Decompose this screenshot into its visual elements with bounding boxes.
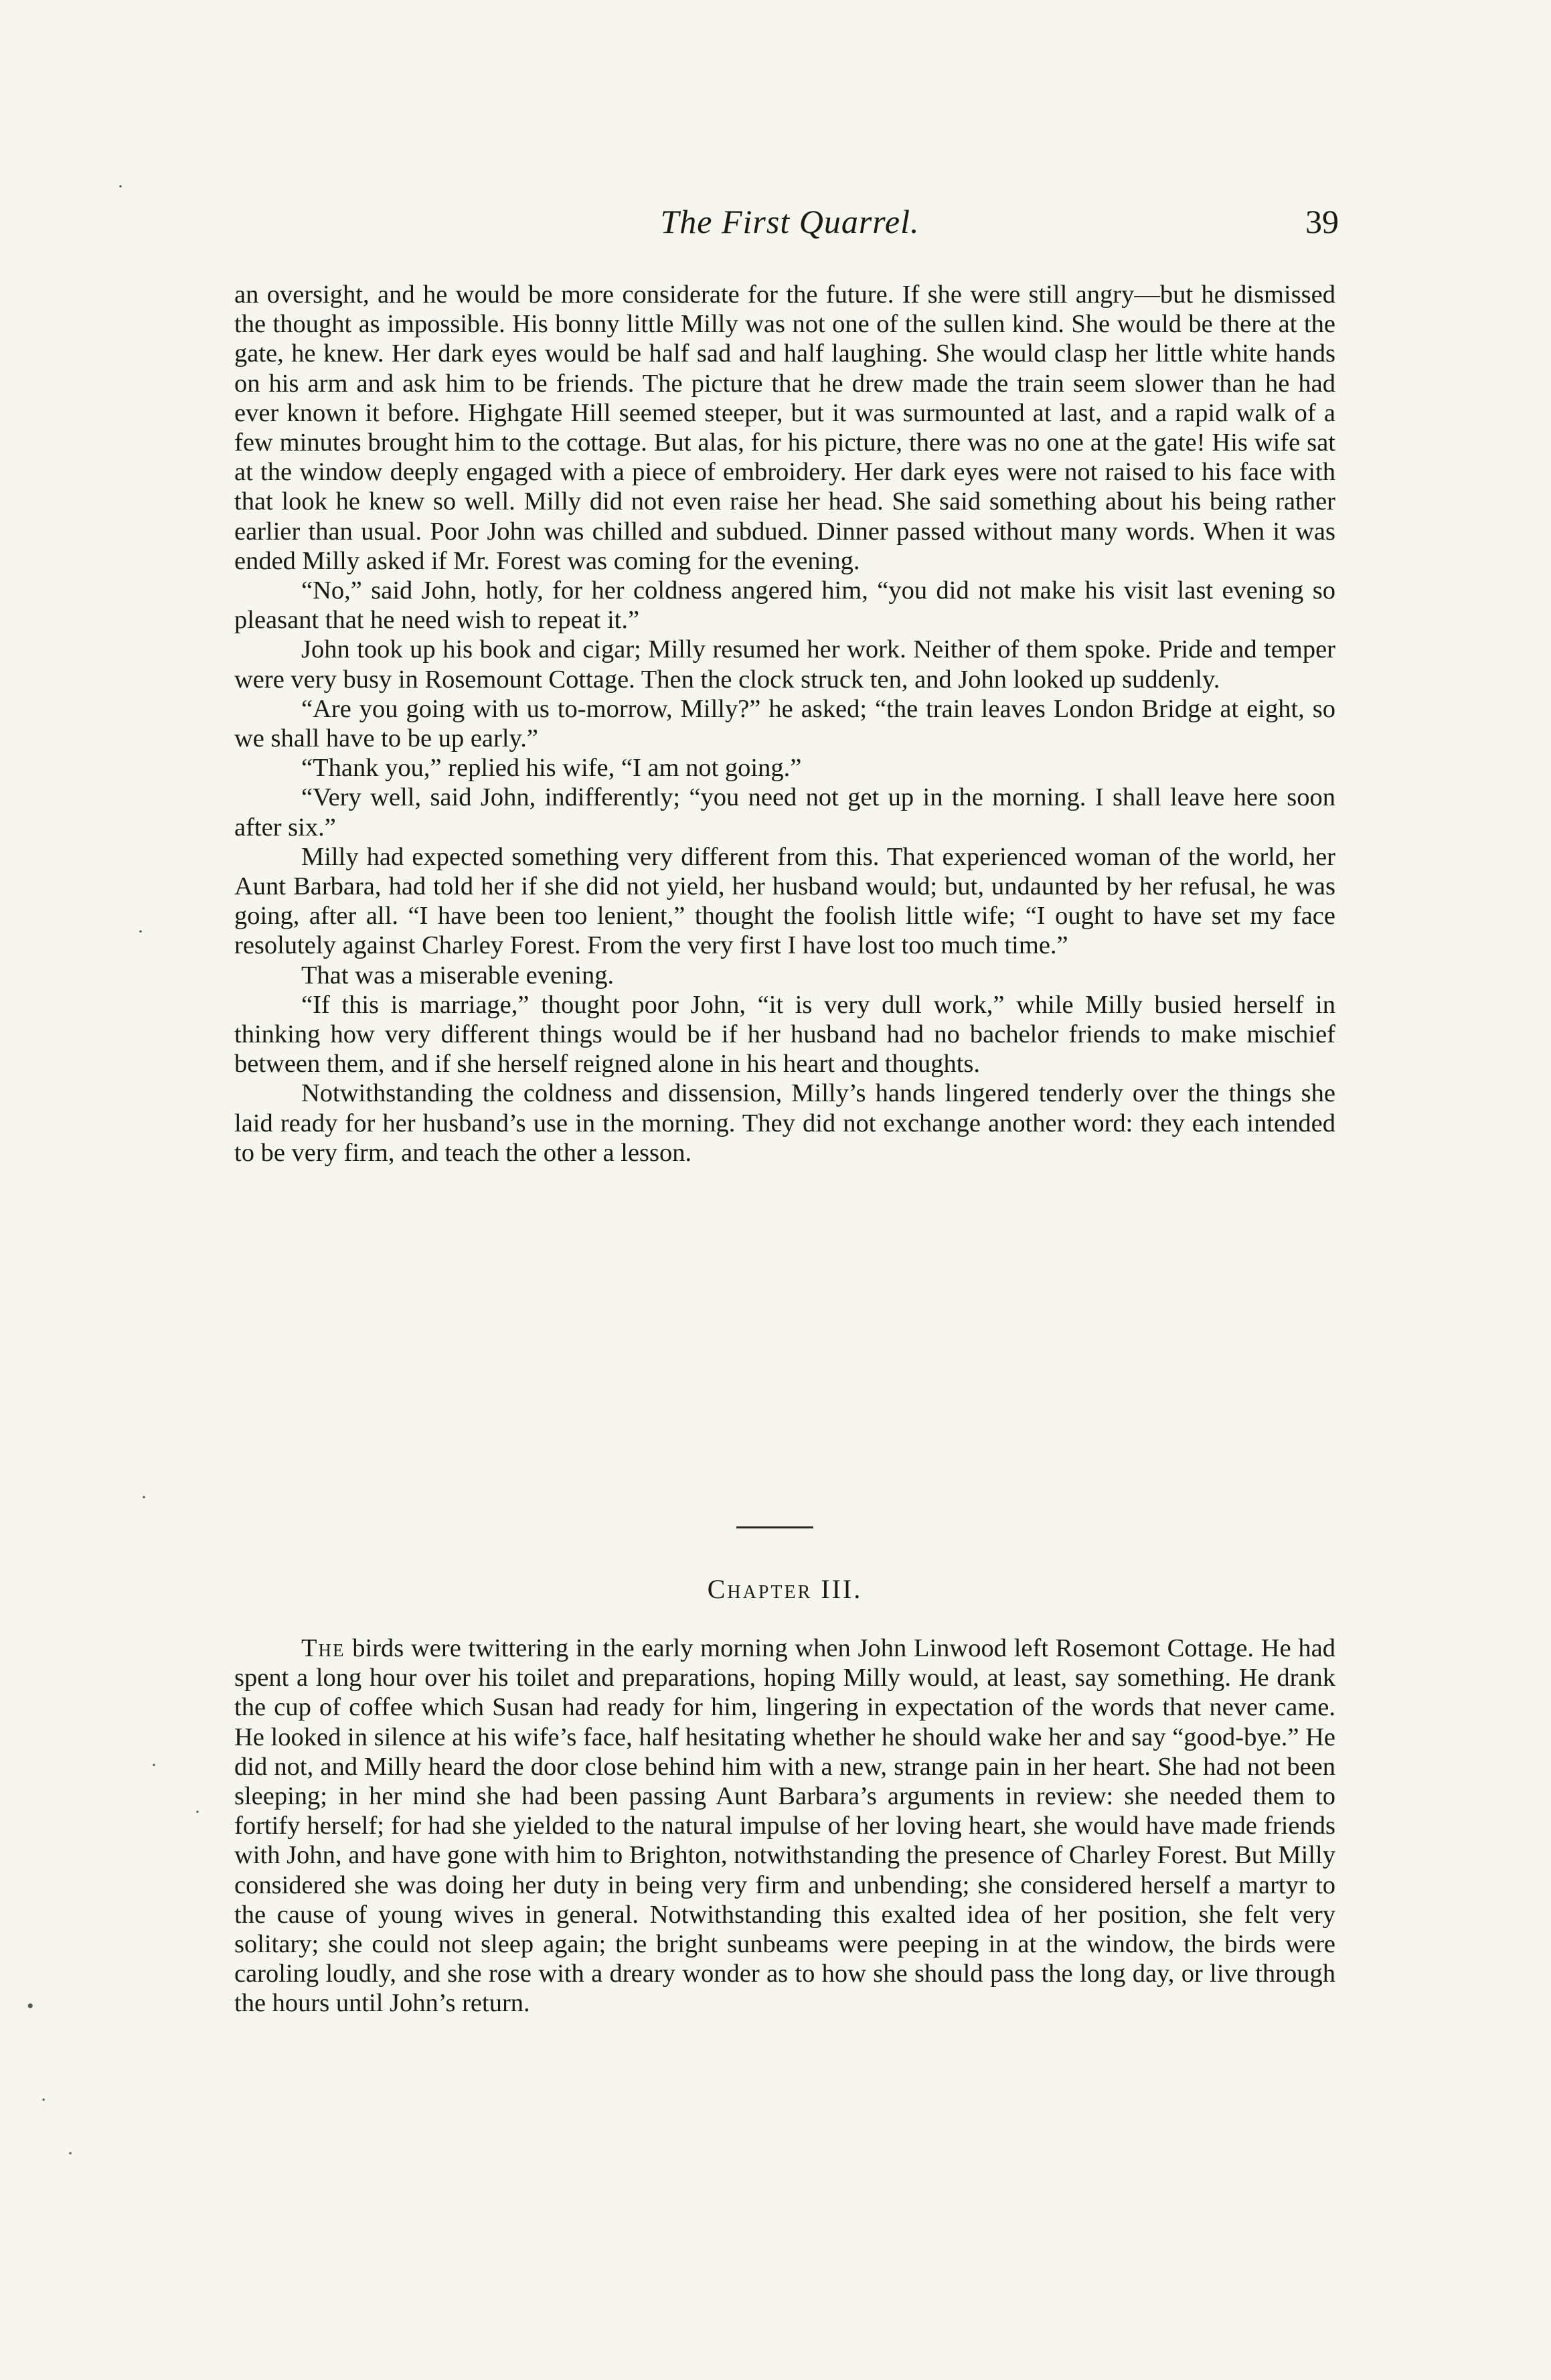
paragraph: “Very well, said John, indifferently; “you need not get up in the morning. I shall leave here soon after six.” bbox=[234, 783, 1335, 842]
paragraph: “Are you going with us to-morrow, Milly?” he asked; “the train leaves London Bridge at eight, so we shall have to be up early.” bbox=[234, 694, 1335, 753]
paragraph: “Thank you,” replied his wife, “I am not going.” bbox=[301, 754, 802, 783]
chapter-heading: Chapter III. bbox=[707, 1574, 863, 1604]
paragraph: Notwithstanding the coldness and dissension, Milly’s hands lingered tenderly over the things she laid ready for her husband’s use in the morning. They did not exchange another word: they each intended to be very firm, and teach the other a lesson. bbox=[234, 1079, 1335, 1167]
scan-speck: • bbox=[27, 1995, 34, 2017]
scan-speck: · bbox=[194, 1801, 201, 1823]
paragraph: “If this is marriage,” thought poor John, “it is very dull work,” while Milly busied herself in thinking how very different things would be if her husband had no bachelor friends to make mischief between them, and if she herself reigned alone in his heart and thoughts. bbox=[234, 990, 1335, 1079]
section-divider bbox=[736, 1526, 813, 1528]
body-text-top bbox=[234, 280, 1335, 1168]
scan-speck: · bbox=[137, 921, 144, 943]
running-title: The First Quarrel. bbox=[660, 203, 920, 240]
scan-speck: · bbox=[117, 175, 124, 197]
paragraph: That was a miserable evening. bbox=[301, 961, 615, 989]
scan-speck: · bbox=[67, 2142, 74, 2164]
lead-word: The bbox=[301, 1634, 345, 1662]
scan-speck: · bbox=[151, 1754, 157, 1776]
body-text-chapter bbox=[234, 1634, 1335, 2018]
running-head bbox=[234, 202, 1345, 249]
paragraph: John took up his book and cigar; Milly resumed her work. Neither of them spoke. Pride and temper were very busy in Rosemount Cottage. Then the clock struck ten, and John looked up suddenly. bbox=[234, 635, 1335, 694]
paragraph: “No,” said John, hotly, for her coldness angered him, “you did not make his visit last evening so pleasant that he need wish to repeat it.” bbox=[234, 576, 1335, 635]
paragraph: Milly had expected something very different from this. That experienced woman of the world, her Aunt Barbara, had told her if she did not yield, her husband would; but, undaunted by her refusal, he was going, after all. “I have been too lenient,” thought the foolish little wife; “I ought to have set my face resolutely against Charley Forest. From the very first I have lost too much time.” bbox=[234, 842, 1335, 960]
paragraph bbox=[234, 1634, 1335, 2018]
scan-speck: · bbox=[141, 1486, 147, 1508]
paragraph: an oversight, and he would be more considerate for the future. If she were still angry—but he dismissed the thought as impossible. His bonny little Milly was not one of the sullen kind. She would be there at the gate, he knew. Her dark eyes would be half sad and half laughing. She would clasp her little white hands on his arm and ask him to be friends. The picture that he drew made the train seem slower than he had ever known it before. Highgate Hill seemed steeper, but it was surmounted at last, and a rapid walk of a few minutes brought him to the cottage. But alas, for his picture, there was no one at the gate! His wife sat at the window deeply engaged with a piece of embroidery. Her dark eyes were not raised to his face with that look he knew so well. Milly did not even raise her head. She said something about his being rather earlier than usual. Poor John was chilled and subdued. Dinner passed without many words. When it was ended Milly asked if Mr. Forest was coming for the evening. bbox=[234, 281, 1335, 575]
scan-speck: · bbox=[40, 2089, 47, 2111]
page-number: 39 bbox=[1305, 203, 1339, 240]
paragraph-text: birds were twittering in the early morning when John Linwood left Rosemont Cottage. He had spent a long hour over his toilet and preparations, hoping Milly would, at least, say something. He drank the cup of coffee which Susan had ready for him, lingering in expectation of the words that never came. He looked in silence at his wife’s face, half hesitating whether he should wake her and say “good-bye.” He did not, and Milly heard the door close behind him with a new, strange pain in her heart. She had not been sleeping; in her mind she had been passing Aunt Barbara’s arguments in review: she needed them to fortify herself; for had she yielded to the natural impulse of her loving heart, she would have made friends with John, and have gone with him to Brighton, notwithstanding the presence of Charley Forest. But Milly considered she was doing her duty in being very firm and unbending; she considered herself a martyr to the cause of young wives in general. Notwithstanding this exalted idea of her position, she felt very solitary; she could not sleep again; the bright sunbeams were peeping in at the window, the birds were caroling loudly, and she rose with a dreary wonder as to how she should pass the long day, or live through the hours until John’s return. bbox=[234, 1634, 1335, 2018]
